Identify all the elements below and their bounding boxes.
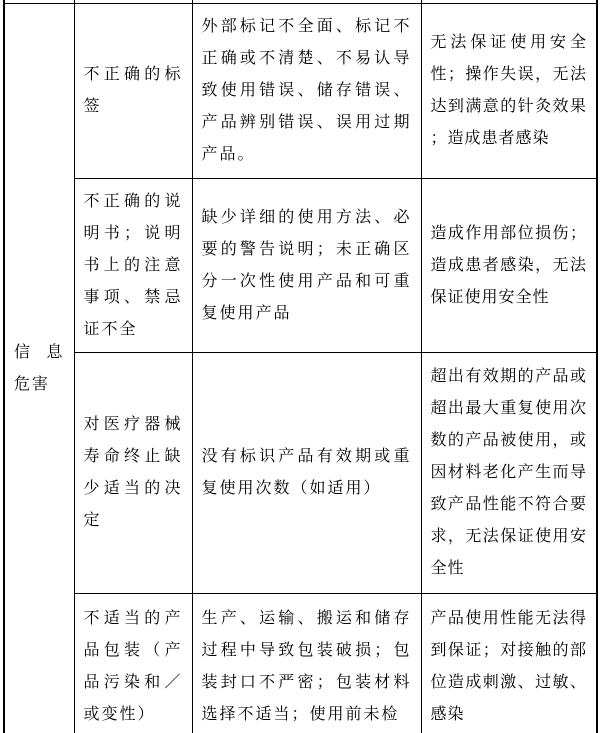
table-row	[4, 4, 597, 179]
hazard-table	[3, 0, 598, 733]
hazard-effect-cell: 造成作用部位损伤；造成患者感染，无法保证使用安全性	[421, 179, 597, 353]
hazard-cause-cell: 外部标记不全面、标记不正确或不清楚、不易认导致使用错误、储存错误、产品辨别错误、误用过期产品。	[192, 4, 421, 179]
hazard-effect-cell: 产品使用性能无法得到保证；对接触的部位造成刺激、过敏、感染	[421, 594, 597, 733]
hazard-cause-cell: 没有标识产品有效期或重复使用次数（如适用）	[192, 353, 421, 594]
hazard-type-cell: 不正确的说明书；说明书上的注意事项、禁忌证不全	[74, 179, 192, 353]
hazard-cause-cell: 生产、运输、搬运和储存过程中导致包装破损；包装封口不严密；包装材料选择不适当；使用前未检	[192, 594, 421, 733]
hazard-category-cell: 信息危害	[4, 4, 74, 733]
table-row	[4, 179, 597, 353]
table-row	[4, 353, 597, 594]
hazard-effect-cell: 超出有效期的产品或超出最大重复使用次数的产品被使用，或因材料老化产生而导致产品性能不符合要求，无法保证使用安全性	[421, 353, 597, 594]
table-row	[4, 594, 597, 733]
hazard-type-cell: 对医疗器械寿命终止缺少适当的决定	[74, 353, 192, 594]
hazard-effect-cell: 无法保证使用安全性；操作失误，无法达到满意的针灸效果 ；造成患者感染	[421, 4, 597, 179]
hazard-cause-cell: 缺少详细的使用方法、必要的警告说明；未正确区分一次性使用产品和可重复使用产品	[192, 179, 421, 353]
hazard-type-cell: 不正确的标签	[74, 4, 192, 179]
hazard-type-cell: 不适当的产品包装（产品污染和／或变性）	[74, 594, 192, 733]
